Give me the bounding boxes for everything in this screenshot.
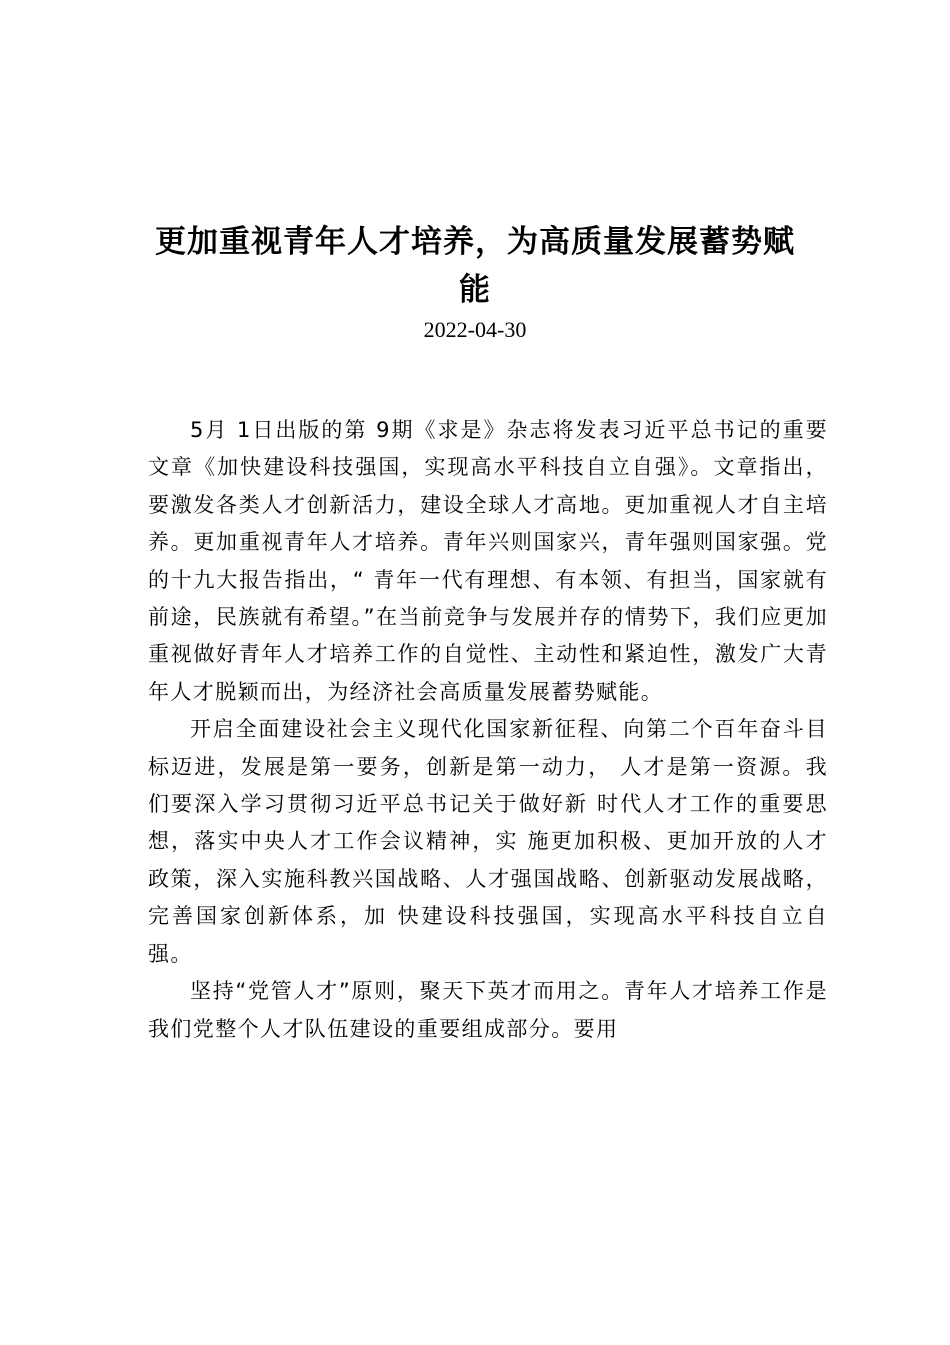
paragraph-3: 坚持“党管人才”原则，聚天下英才而用之。青年人才培养工作是我们党整个人才队伍建设的重要组成部分。要用 — [148, 979, 828, 1041]
paragraph-2: 开启全面建设社会主义现代化国家新征程、向第二个百年奋斗目标迈进，发展是第一要务，创新是第一动力， 人才是第一资源。我们要深入学习贯彻习近平总书记关于做好新 时代人才工作的重要思想，落实中央人才工作会议精神，实 施更加积极、更加开放的人才政策，深入实施科教兴国战略、人才强国战略、创新驱动发展战略，完善国家创新体系，加 快建设科技强国，实现高水平科技自立自强。 — [148, 717, 828, 966]
publish-date: 2022-04-30 — [423, 317, 527, 342]
article-body — [148, 412, 828, 1048]
document-title: 更加重视青年人才培养，为高质量发展蓄势赋能 — [155, 224, 795, 308]
paragraph-1: 5月 1日出版的第 9期《求是》杂志将发表习近平总书记的重要文章《加快建设科技强国，实现高水平科技自立自强》。文章指出，要激发各类人才创新活力，建设全球人才高地。更加重视人才自主培养。更加重视青年人才培养。青年兴则国家兴，青年强则国家强。党的十九大报告指出，“ 青年一代有理想、有本领、有担当，国家就有前途，民族就有希望。”在当前竞争与发展并存的情势下，我们应更加重视做好青年人才培养工作的自觉性、主动性和紧迫性，激发广大青年人才脱颖而出，为经济社会高质量发展蓄势赋能。 — [148, 418, 828, 704]
